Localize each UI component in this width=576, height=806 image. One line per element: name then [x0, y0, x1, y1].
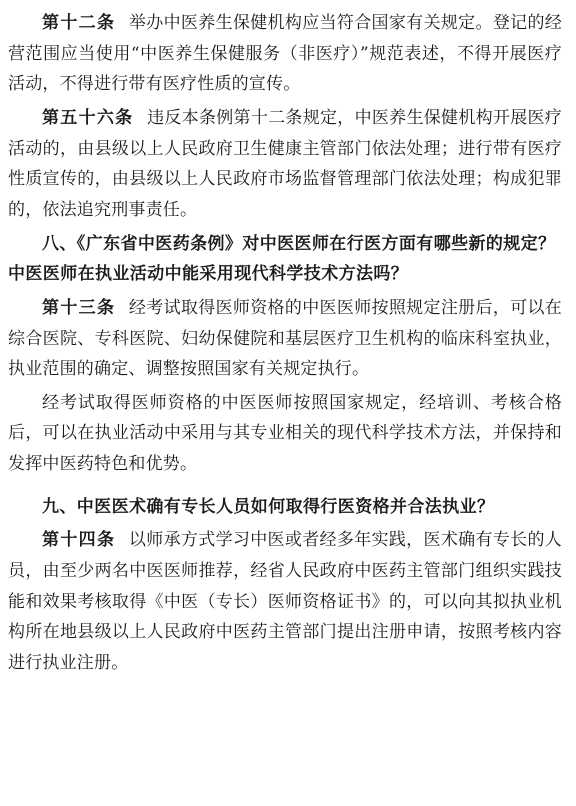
article-text: 以师承方式学习中医或者经多年实践，医术确有专长的人员，由至少两名中医医师推荐，经省人民政府中医药主管部门组织实践技能和效果考核取得《中医（专长）医师资格证书》的，可以向其拟执业机构所在地县级以上人民政府中医药主管部门提出注册申请，按照考核内容进行执业注册。	[8, 530, 563, 673]
article-text: 违反本条例第十二条规定，中医养生保健机构开展医疗活动的，由县级以上人民政府卫生健康主管部门依法处理；进行带有医疗性质宣传的，由县级以上人民政府市场监督管理部门依法处理；构成犯罪的，依法追究刑事责任。	[8, 107, 562, 220]
article-text: 经考试取得医师资格的中医医师按照规定注册后，可以在综合医院、专科医院、妇幼保健院和基层医疗卫生机构的临床科室执业，执业范围的确定、调整按照国家有关规定执行。	[8, 297, 563, 380]
article-number: 第十四条	[42, 530, 116, 551]
article-number: 第十二条	[42, 13, 116, 33]
article-text: 经考试取得医师资格的中医医师按照国家规定，经培训、考核合格后，可以在执业活动中采用与其专业相关的现代科学技术方法，并保持和发挥中医药特色和优势。	[8, 392, 562, 475]
article-13-continuation-paragraph	[8, 388, 562, 480]
article-number: 第十三条	[42, 297, 116, 318]
article-14-paragraph	[8, 525, 562, 678]
article-number: 第五十六条	[42, 107, 134, 128]
article-56-paragraph	[8, 103, 562, 225]
article-text: 举办中医养生保健机构应当符合国家有关规定。登记的经营范围应当使用“中医养生保健服务（非医疗）”规范表述，不得开展医疗活动，不得进行带有医疗性质的宣传。	[8, 13, 563, 95]
question-heading-8: 八、《广东省中医药条例》对中医医师在行医方面有哪些新的规定？中医医师在执业活动中能采用现代科学技术方法吗？	[8, 233, 556, 285]
question-heading-9: 九、中医医术确有专长人员如何取得行医资格并合法执业？	[42, 496, 495, 517]
article-12-paragraph	[8, 8, 562, 100]
article-13-paragraph	[8, 293, 562, 385]
